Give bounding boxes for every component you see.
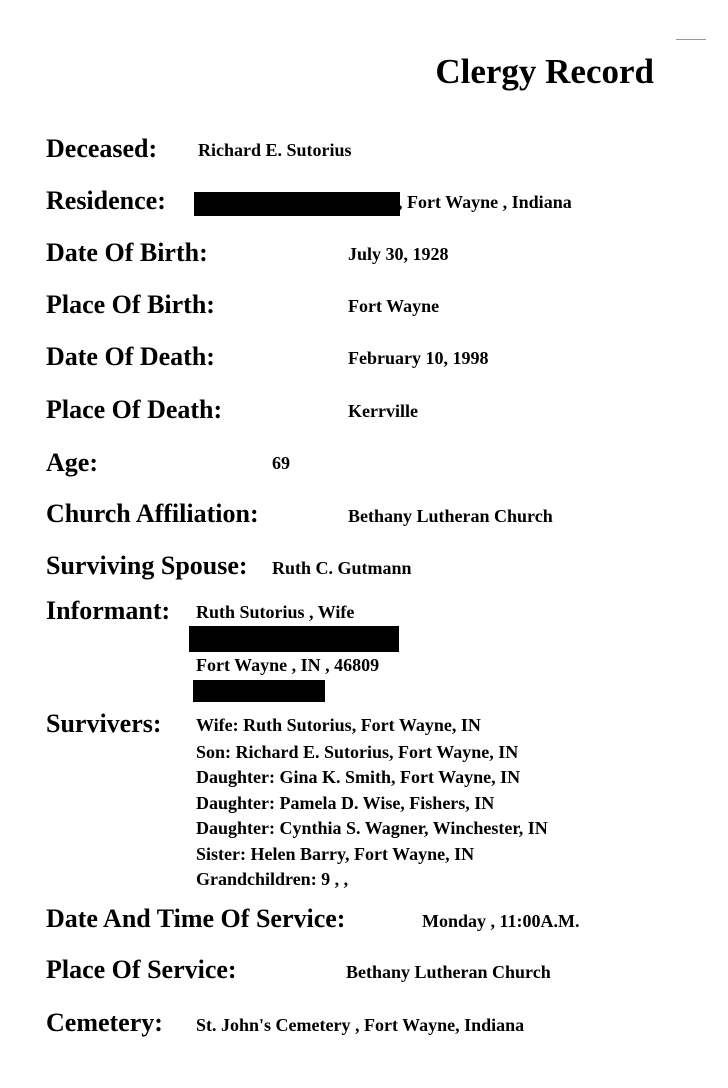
deceased-label: Deceased: — [46, 134, 158, 163]
date-of-death-label: Date Of Death: — [46, 342, 215, 371]
age-label: Age: — [46, 448, 98, 477]
place-of-death-label: Place Of Death: — [46, 395, 223, 424]
date-of-death-value: February 10, 1998 — [348, 348, 489, 368]
date-of-birth-value: July 30, 1928 — [348, 244, 449, 264]
informant-label: Informant: — [46, 596, 171, 625]
cemetery-label: Cemetery: — [46, 1008, 163, 1037]
informant-address-redaction — [189, 626, 399, 652]
informant-city-line: Fort Wayne , IN , 46809 — [196, 655, 380, 675]
place-of-death-value: Kerrville — [348, 401, 418, 421]
church-affiliation-label: Church Affiliation: — [46, 499, 259, 528]
survivor-item: Daughter: Pamela D. Wise, Fishers, IN — [196, 793, 495, 813]
informant-name: Ruth Sutorius , Wife — [196, 602, 355, 622]
survivor-item: Wife: Ruth Sutorius, Fort Wayne, IN — [196, 715, 481, 735]
church-affiliation-value: Bethany Lutheran Church — [348, 506, 553, 526]
age-value: 69 — [272, 453, 290, 473]
survivor-item: Sister: Helen Barry, Fort Wayne, IN — [196, 844, 475, 864]
survivors-label: Survivers: — [46, 709, 162, 738]
place-of-birth-value: Fort Wayne — [348, 296, 440, 316]
surviving-spouse-label: Surviving Spouse: — [46, 551, 248, 580]
surviving-spouse-value: Ruth C. Gutmann — [272, 558, 412, 578]
residence-value: , Fort Wayne , Indiana — [398, 192, 572, 212]
scan-mark — [676, 39, 706, 40]
date-of-birth-label: Date Of Birth: — [46, 238, 208, 267]
informant-phone-redaction — [193, 680, 325, 702]
date-time-of-service-value: Monday , 11:00A.M. — [422, 911, 580, 931]
survivor-item: Daughter: Cynthia S. Wagner, Winchester, IN — [196, 818, 548, 838]
page-title: Clergy Record — [435, 52, 654, 91]
residence-street-redaction — [194, 192, 400, 216]
date-time-of-service-label: Date And Time Of Service: — [46, 904, 346, 933]
place-of-service-value: Bethany Lutheran Church — [346, 962, 551, 982]
survivor-item: Son: Richard E. Sutorius, Fort Wayne, IN — [196, 742, 519, 762]
survivor-item: Daughter: Gina K. Smith, Fort Wayne, IN — [196, 767, 521, 787]
place-of-birth-label: Place Of Birth: — [46, 290, 215, 319]
deceased-value: Richard E. Sutorius — [198, 140, 352, 160]
place-of-service-label: Place Of Service: — [46, 955, 237, 984]
survivor-item: Grandchildren: 9 , , — [196, 869, 349, 889]
residence-label: Residence: — [46, 186, 166, 215]
cemetery-value: St. John's Cemetery , Fort Wayne, Indiana — [196, 1015, 525, 1035]
